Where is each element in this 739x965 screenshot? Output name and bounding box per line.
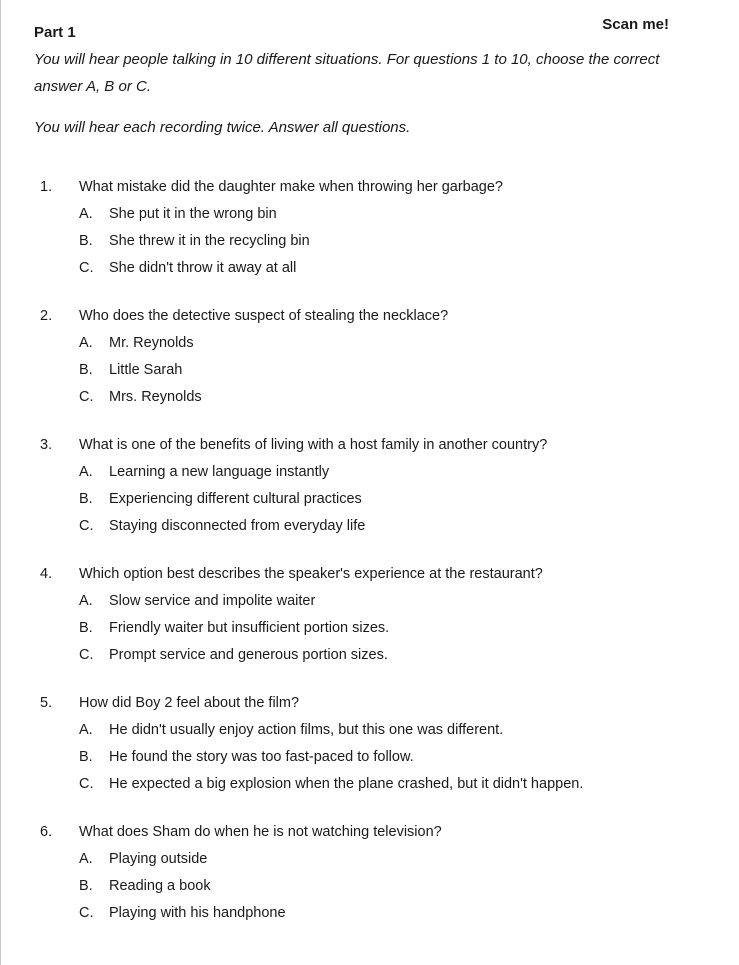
option-letter: B. [79,620,93,636]
option-text: Mrs. Reynolds [109,389,202,405]
option-text: Staying disconnected from everyday life [109,518,366,534]
option-text: Prompt service and generous portion sizes. [109,647,388,663]
option-text: Learning a new language instantly [109,464,330,480]
option-letter: A. [79,206,93,222]
question-2 [0,305,739,434]
option-letter: A. [79,722,93,738]
question-text: What mistake did the daughter make when throwing her garbage? [79,179,503,195]
option-letter: B. [79,491,93,507]
question-number: 6. [40,824,53,840]
option-letter: C. [79,647,94,663]
option-letter: B. [79,362,93,378]
scan-me-label: Scan me! [602,16,669,33]
option-text: He expected a big explosion when the plane crashed, but it didn't happen. [109,776,584,792]
question-6 [0,821,739,950]
option-letter: C. [79,518,94,534]
question-number: 2. [40,308,53,324]
option-text: Playing with his handphone [109,905,286,921]
option-text: Playing outside [109,851,208,867]
question-text: What does Sham do when he is not watching television? [79,824,442,840]
question-text: Which option best describes the speaker's experience at the restaurant? [79,566,543,582]
option-letter: C. [79,260,94,276]
question-text: Who does the detective suspect of stealing the necklace? [79,308,449,324]
question-text: What is one of the benefits of living with a host family in another country? [79,437,548,453]
option-letter: B. [79,878,93,894]
option-text: He didn't usually enjoy action films, but this one was different. [109,722,504,738]
question-number: 4. [40,566,53,582]
question-1 [0,176,739,305]
option-letter: C. [79,389,94,405]
option-letter: B. [79,233,93,249]
option-text: Slow service and impolite waiter [109,593,316,609]
part-title: Part 1 [34,24,76,41]
instructions-line-2: You will hear each recording twice. Answer all questions. [34,119,411,136]
question-number: 1. [40,179,53,195]
option-text: She didn't throw it away at all [109,260,297,276]
question-list [0,176,739,950]
option-letter: B. [79,749,93,765]
option-text: She threw it in the recycling bin [109,233,310,249]
question-3 [0,434,739,563]
question-5 [0,692,739,821]
question-text: How did Boy 2 feel about the film? [79,695,300,711]
option-letter: C. [79,776,94,792]
instructions [34,46,684,141]
option-text: Little Sarah [109,362,183,378]
option-text: She put it in the wrong bin [109,206,277,222]
option-letter: A. [79,593,93,609]
question-number: 5. [40,695,53,711]
option-text: Reading a book [109,878,211,894]
option-text: He found the story was too fast-paced to follow. [109,749,414,765]
option-text: Mr. Reynolds [109,335,194,351]
option-letter: A. [79,335,93,351]
option-letter: A. [79,851,93,867]
option-text: Experiencing different cultural practices [109,491,362,507]
question-number: 3. [40,437,53,453]
instructions-line-1: You will hear people talking in 10 different situations. For questions 1 to 10, choose the correct answer A, B or C. [34,51,660,95]
option-letter: C. [79,905,94,921]
question-4 [0,563,739,692]
option-text: Friendly waiter but insufficient portion sizes. [109,620,390,636]
option-letter: A. [79,464,93,480]
